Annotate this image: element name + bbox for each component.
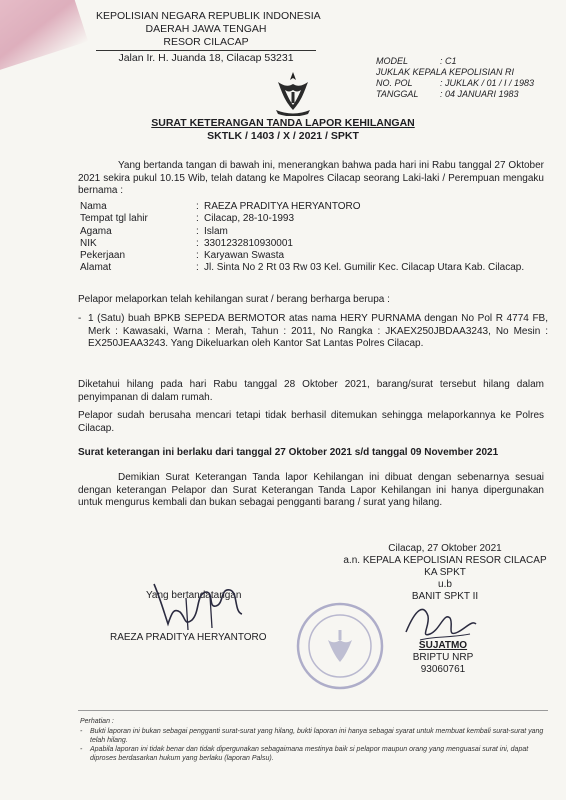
officer-rank: BRIPTU NRP 93060761 — [412, 652, 474, 675]
identity-row: Nama : RAEZA PRADITYA HERYANTORO — [80, 201, 361, 212]
identity-label: Agama — [80, 225, 112, 237]
reporter-name: RAEZA PRADITYA HERYANTORO — [110, 632, 267, 643]
validity-statement: Surat keterangan ini berlaku dari tanggal 27 Oktober 2021 s/d tanggal 09 November 2021 — [78, 447, 499, 458]
identity-label: Tempat tgl lahir — [80, 213, 148, 225]
identity-value: RAEZA PRADITYA HERYANTORO — [204, 201, 361, 212]
official-stamp-icon — [294, 600, 386, 692]
letter-number: SKTLK / 1403 / X / 2021 / SPKT — [207, 130, 359, 142]
identity-label: Pekerjaan — [80, 250, 126, 262]
intro-paragraph: Yang bertanda tangan di bawah ini, menerangkan bahwa pada hari ini Rabu tanggal 27 Oktober 2021 sekira pukul 10.15 Wib, telah datang ke Mapolres Cilacap seorang Laki-laki / Perempuan mengaku bernama : — [78, 160, 544, 196]
form-meta — [376, 56, 534, 100]
item-description: 1 (Satu) buah BPKB SEPEDA BERMOTOR atas nama HERY PURNAMA dengan No Pol R 4774 FB, Merk : Kawasaki, Warna : Merah, Tahun : 2011, No Rangka : JKAEX250JBDAA3243, No Mesin : EX250JEAA3243. Yang Dikeluarkan oleh Kantor Sat Lantas Polres Cilacap. — [88, 313, 548, 349]
meta-tanggal-value: : 04 JANUARI 1983 — [440, 89, 519, 99]
signature-left-label: Yang bertandatangan — [146, 590, 242, 601]
meta-juklak: JUKLAK KEPALA KEPOLISIAN RI — [376, 67, 515, 77]
lost-item — [78, 313, 548, 351]
footer-bullet: - — [80, 746, 83, 753]
report-line: Pelapor melaporkan telah kehilangan surat / berang berharga berupa : — [78, 294, 390, 305]
identity-row: Pekerjaan : Karyawan Swasta — [80, 250, 285, 262]
signature-ub-line: u.b — [438, 579, 452, 590]
meta-nopol-value: : JUKLAK / 01 / I / 1983 — [440, 78, 535, 88]
letterhead — [96, 10, 321, 65]
identity-value: Cilacap, 28-10-1993 — [204, 213, 295, 225]
signature-right-name-block — [398, 640, 488, 676]
officer-name: SUJATMO — [418, 640, 468, 651]
signature-authority-line: a.n. KEPALA KEPOLISIAN RESOR CILACAP — [343, 555, 547, 566]
signature-place-date: Cilacap, 27 Oktober 2021 — [388, 543, 502, 554]
signature-right-block — [330, 543, 560, 603]
identity-value: Jl. Sinta No 2 Rt 03 Rw 03 Kel. Gumilir Kec. Cilacap Utara Kab. Cilacap. — [204, 262, 525, 274]
footer-divider — [78, 710, 548, 711]
letter-title-block — [0, 117, 566, 143]
meta-model-key: MODEL — [376, 56, 409, 66]
identity-row: Alamat : Jl. Sinta No 2 Rt 03 Rw 03 Kel. Gumilir Kec. Cilacap Utara Kab. Cilacap. — [80, 262, 525, 274]
meta-tanggal-key: TANGGAL — [376, 89, 419, 99]
footer-notes — [80, 717, 556, 763]
footer-bullet: - — [80, 728, 83, 735]
identity-label: NIK — [80, 237, 97, 249]
letterhead-line-1: KEPOLISIAN NEGARA REPUBLIK INDONESIA — [96, 10, 321, 22]
identity-row: NIK : 3301232810930001 — [80, 237, 293, 249]
letter-title: SURAT KETERANGAN TANDA LAPOR KEHILANGAN — [151, 117, 415, 129]
footer-note — [80, 727, 556, 745]
letterhead-address: Jalan Ir. H. Juanda 18, Cilacap 53231 — [96, 50, 316, 65]
footer-note-text: Bukti laporan ini bukan sebagai pengganti surat-surat yang hilang, bukti laporan ini hanya sebagai syarat untuk membuat kembali surat-surat yang telah hilang. — [90, 728, 544, 744]
identity-label: Alamat — [80, 262, 112, 274]
item-dash: - — [78, 313, 82, 324]
identity-label: Nama — [80, 201, 107, 212]
police-emblem-icon — [272, 70, 314, 116]
identity-row: Tempat tgl lahir : Cilacap, 28-10-1993 — [80, 213, 295, 225]
meta-model-value: : C1 — [440, 56, 457, 66]
signature-unit-line: KA SPKT — [424, 567, 466, 578]
effort-paragraph: Pelapor sudah berusaha mencari tetapi tidak berhasil ditemukan sehingga melaporkannya ke Polres Cilacap. — [78, 410, 544, 434]
pink-paper-tab — [0, 0, 88, 75]
footer-heading: Perhatian : — [80, 718, 114, 725]
identity-value: Karyawan Swasta — [204, 250, 285, 262]
meta-nopol-key: NO. POL — [376, 78, 413, 88]
identity-value: Islam — [204, 225, 228, 237]
letterhead-line-3: RESOR CILACAP — [163, 36, 249, 48]
identity-row: Agama : Islam — [80, 225, 228, 237]
signature-left-mark — [150, 578, 246, 634]
identity-value: 3301232810930001 — [204, 237, 293, 249]
known-lost-paragraph: Diketahui hilang pada hari Rabu tanggal 28 Oktober 2021, barang/surat tersebut hilang dalam penyimpanan di dalam rumah. — [78, 379, 544, 403]
footer-note-text: Apabila laporan ini tidak benar dan tidak dipergunakan sebagaimana mestinya baik si pelapor maupun orang yang menguasai surat ini, dapat diproses berdasarkan hukum yang berlaku (laporan Palsu). — [90, 746, 529, 762]
footer-note — [80, 745, 556, 763]
identity-block — [80, 201, 524, 275]
letterhead-line-2: DAERAH JAWA TENGAH — [145, 23, 267, 35]
closing-paragraph: Demikian Surat Keterangan Tanda lapor Kehilangan ini dibuat dengan sebenarnya sesuai dengan keterangan Pelapor dan Surat Keterangan Tanda Lapor Kehilangan ini hanya dipergunakan untuk mengurus kembali dan bukan sebagai pengganti barang / surat yang hilang. — [78, 472, 544, 508]
signature-banit-line: BANIT SPKT II — [411, 591, 479, 602]
